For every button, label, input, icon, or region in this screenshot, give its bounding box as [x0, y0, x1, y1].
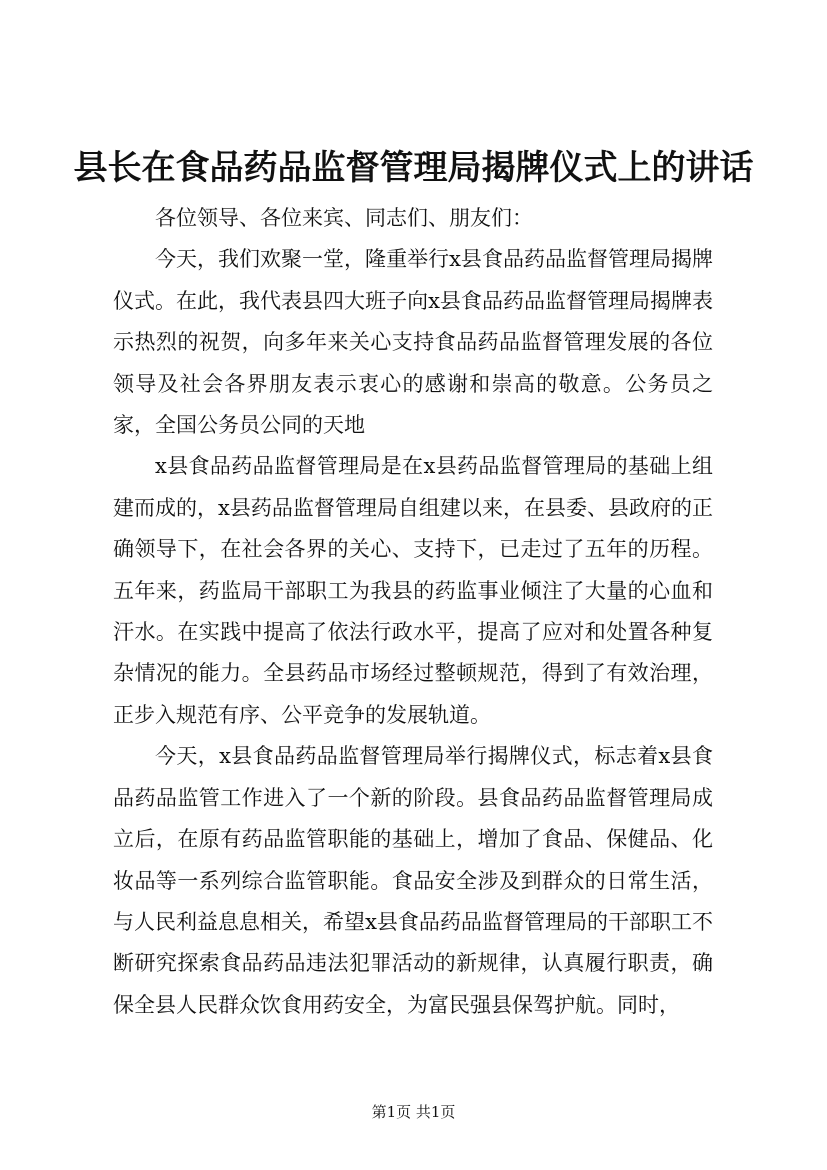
paragraph-opening: 今天，我们欢聚一堂，隆重举行x县食品药品监督管理局揭牌仪式。在此，我代表县四大班子向x县食品药品监督管理局揭牌表示热烈的祝贺，向多年来关心支持食品药品监督管理发展的各位领导及社会各界朋友表示衷心的感谢和崇高的敬意。公务员之家，全国公务员公同的天地	[113, 247, 713, 438]
document-title: 县长在食品药品监督管理局揭牌仪式上的讲话	[73, 148, 754, 188]
paragraph-new-stage: 今天，x县食品药品监督管理局举行揭牌仪式，标志着x县食品药品监管工作进入了一个新的阶段。县食品药品监督管理局成立后，在原有药品监管职能的基础上，增加了食品、保健品、化妆品等一系列综合监管职能。食品安全涉及到群众的日常生活，与人民利益息息相关，希望x县食品药品监督管理局的干部职工不断研究探索食品药品违法犯罪活动的新规律，认真履行职责，确保全县人民群众饮食用药安全，为富民强县保驾护航。同时，	[113, 744, 713, 1017]
paragraph-salutation: 各位领导、各位来宾、同志们、朋友们：	[155, 206, 533, 230]
page-footer: 第1页 共1页	[371, 1103, 456, 1121]
paragraph-history: x县食品药品监督管理局是在x县药品监督管理局的基础上组建而成的，x县药品监督管理局自组建以来，在县委、县政府的正确领导下，在社会各界的关心、支持下，已走过了五年的历程。五年来，药监局干部职工为我县的药监事业倾注了大量的心血和汗水。在实践中提高了依法行政水平，提高了应对和处置各种复杂情况的能力。全县药品市场经过整顿规范，得到了有效治理，正步入规范有序、公平竞争的发展轨道。	[113, 454, 713, 727]
document-body	[113, 198, 713, 1026]
